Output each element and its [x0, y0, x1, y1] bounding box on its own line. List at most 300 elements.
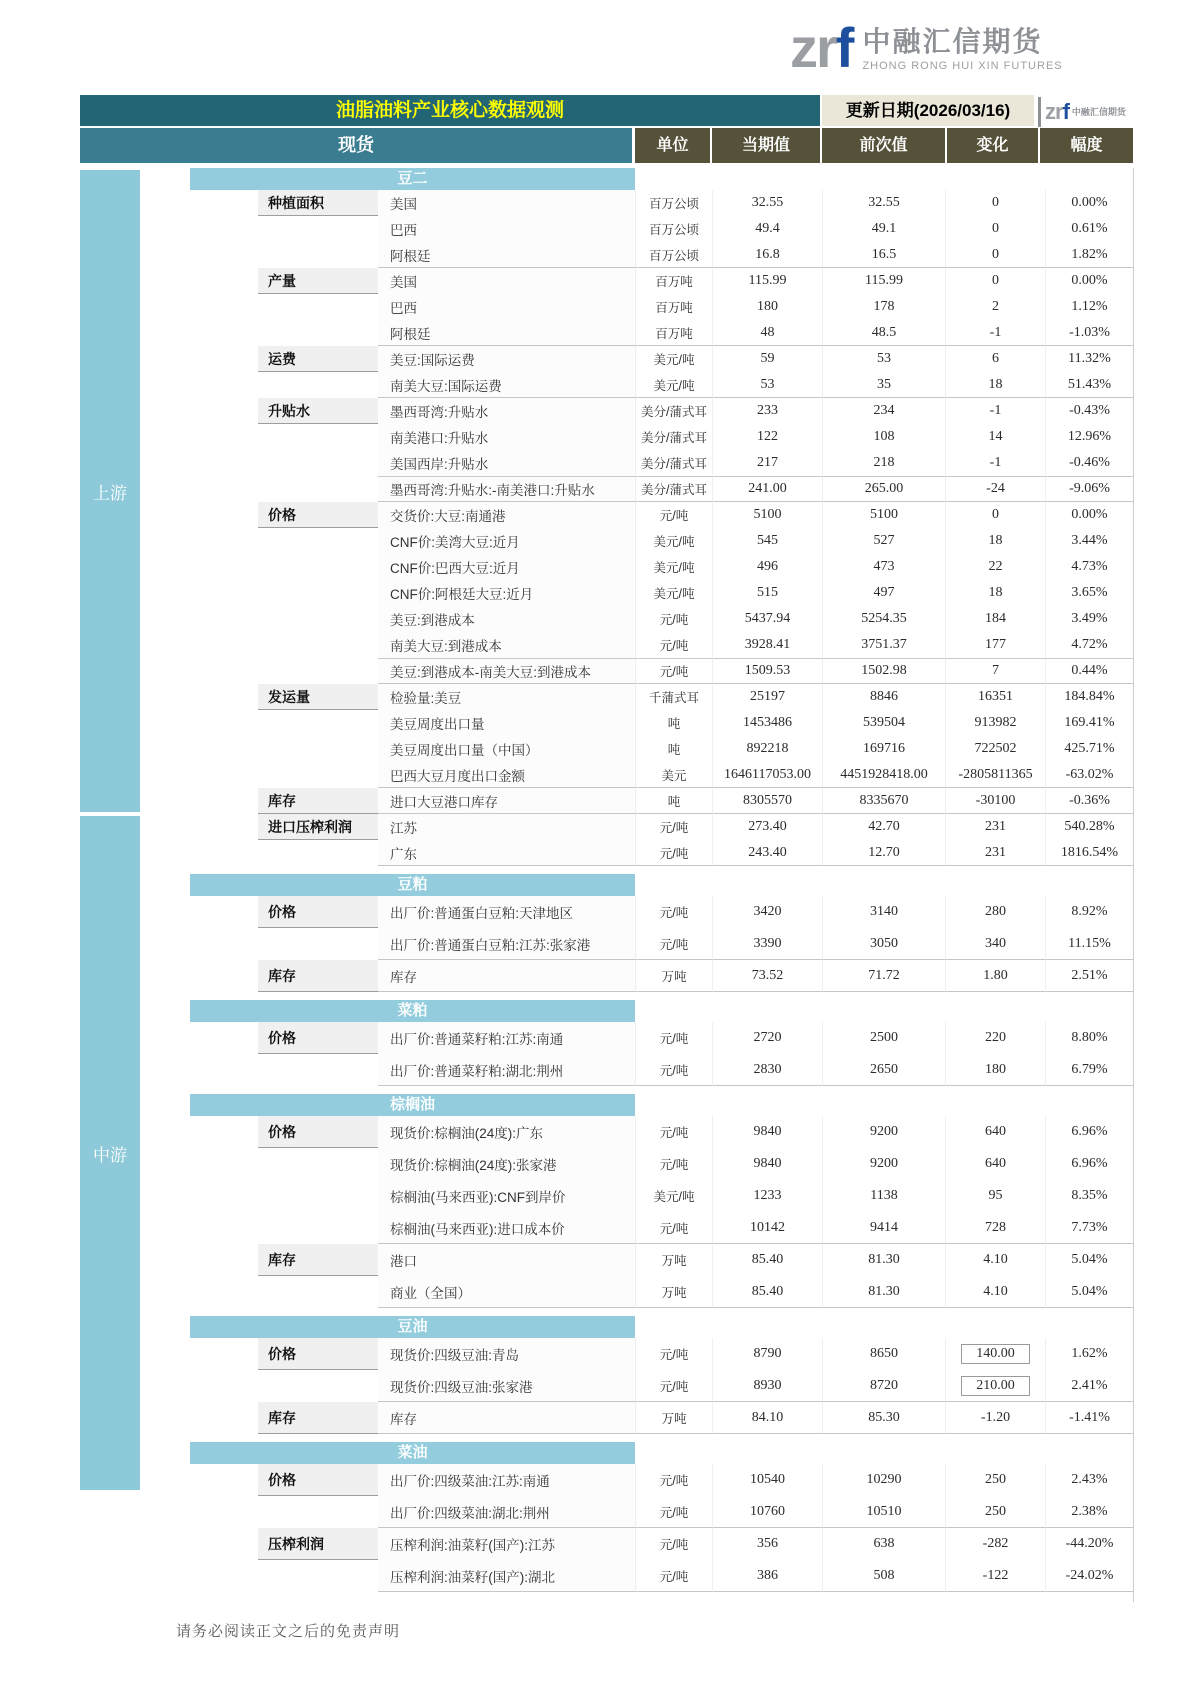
pct-change-cell: 6.96%: [1045, 1116, 1133, 1148]
table-row: [190, 450, 1133, 476]
item-label: 出厂价:普通菜籽粕:江苏:南通: [378, 1022, 635, 1054]
table-row: [190, 1180, 1133, 1212]
row-pad: [190, 1560, 258, 1592]
row-pad: [190, 450, 258, 476]
current-value-cell: 85.40: [712, 1276, 822, 1308]
change-value-cell: 250: [945, 1496, 1045, 1528]
table-row: [190, 476, 1133, 502]
row-pad: [190, 1116, 258, 1148]
table-row: [190, 1560, 1133, 1592]
change-value-cell: 640: [945, 1116, 1045, 1148]
pct-change-cell: 8.35%: [1045, 1180, 1133, 1212]
previous-value-cell: 1138: [822, 1180, 945, 1212]
divider: [1038, 97, 1041, 127]
item-label: 检验量:美豆: [378, 684, 635, 710]
unit-cell: 万吨: [635, 1402, 712, 1434]
row-pad: [190, 1212, 258, 1244]
row-pad: [190, 1402, 258, 1434]
pct-change-cell: 11.32%: [1045, 346, 1133, 372]
change-value-cell: 1.80: [945, 960, 1045, 992]
pct-change-cell: 12.96%: [1045, 424, 1133, 450]
unit-cell: 元/吨: [635, 1212, 712, 1244]
pct-change-cell: 4.73%: [1045, 554, 1133, 580]
update-date: 更新日期(2026/03/16): [822, 95, 1034, 126]
category-label: 运费: [258, 346, 378, 372]
item-label: 美豆:国际运费: [378, 346, 635, 372]
change-value-cell: 16351: [945, 684, 1045, 710]
change-value-cell: -282: [945, 1528, 1045, 1560]
previous-value-cell: 71.72: [822, 960, 945, 992]
table-row: [190, 1402, 1133, 1434]
previous-value-cell: 9414: [822, 1212, 945, 1244]
table-row: [190, 554, 1133, 580]
row-pad: [190, 1276, 258, 1308]
row-pad: [190, 346, 258, 372]
item-label: 南美大豆:到港成本: [378, 632, 635, 658]
table-row: [190, 736, 1133, 762]
unit-cell: 美元/吨: [635, 580, 712, 606]
zrf-logo-small-icon: zrf: [1045, 99, 1069, 124]
item-label: 库存: [378, 1402, 635, 1434]
row-pad: [190, 928, 258, 960]
column-header-unit: 单位: [635, 128, 710, 163]
pct-change-cell: 11.15%: [1045, 928, 1133, 960]
pct-change-cell: 2.51%: [1045, 960, 1133, 992]
item-label: 巴西大豆月度出口金额: [378, 762, 635, 788]
current-value-cell: 48: [712, 320, 822, 346]
previous-value-cell: 8720: [822, 1370, 945, 1402]
current-value-cell: 5437.94: [712, 606, 822, 632]
row-pad: [190, 580, 258, 606]
change-value-cell: -1: [945, 398, 1045, 424]
table-row: [190, 190, 1133, 216]
change-value-cell: -24: [945, 476, 1045, 502]
pct-change-cell: 1.12%: [1045, 294, 1133, 320]
category-label: [258, 424, 378, 450]
previous-value-cell: 3751.37: [822, 632, 945, 658]
row-pad: [190, 476, 258, 502]
category-label: [258, 1496, 378, 1528]
category-label: 价格: [258, 1338, 378, 1370]
previous-value-cell: 265.00: [822, 476, 945, 502]
previous-value-cell: 10510: [822, 1496, 945, 1528]
pct-change-cell: 425.71%: [1045, 736, 1133, 762]
pct-change-cell: 0.00%: [1045, 268, 1133, 294]
pct-change-cell: 7.73%: [1045, 1212, 1133, 1244]
unit-cell: 美分/蒲式耳: [635, 476, 712, 502]
row-pad: [190, 528, 258, 554]
current-value-cell: 10760: [712, 1496, 822, 1528]
current-value-cell: 16.8: [712, 242, 822, 268]
unit-cell: 美元/吨: [635, 1180, 712, 1212]
table-row: [190, 424, 1133, 450]
disclaimer: 请务必阅读正文之后的免责声明: [176, 1623, 401, 1640]
row-pad: [190, 1148, 258, 1180]
current-value-cell: 32.55: [712, 190, 822, 216]
item-label: 墨西哥湾:升贴水: [378, 398, 635, 424]
item-label: 现货价:四级豆油:青岛: [378, 1338, 635, 1370]
table-row: [190, 294, 1133, 320]
section-header: 菜粕: [190, 1000, 635, 1022]
brand-name-cn-small: 中融汇信期货: [1071, 107, 1126, 117]
unit-cell: 元/吨: [635, 632, 712, 658]
row-pad: [190, 398, 258, 424]
change-value-cell: 4.10: [945, 1244, 1045, 1276]
row-pad: [190, 294, 258, 320]
item-label: 巴西: [378, 216, 635, 242]
current-value-cell: 9840: [712, 1116, 822, 1148]
category-label: [258, 320, 378, 346]
previous-value-cell: 169716: [822, 736, 945, 762]
column-header-current: 当期值: [712, 128, 820, 163]
pct-change-cell: 3.65%: [1045, 580, 1133, 606]
table-row: [190, 320, 1133, 346]
table-row: [190, 502, 1133, 528]
table-row: [190, 684, 1133, 710]
brand-name-cn: 中融汇信期货: [862, 26, 1043, 57]
item-label: 出厂价:四级菜油:江苏:南通: [378, 1464, 635, 1496]
table-row: [190, 372, 1133, 398]
row-pad: [190, 1370, 258, 1402]
side-label-upstream: 上游: [80, 170, 140, 812]
previous-value-cell: 81.30: [822, 1244, 945, 1276]
item-label: 美豆:到港成本: [378, 606, 635, 632]
table-row: [190, 242, 1133, 268]
table-row: [190, 1022, 1133, 1054]
category-label: 价格: [258, 1464, 378, 1496]
row-pad: [190, 554, 258, 580]
current-value-cell: 53: [712, 372, 822, 398]
item-label: 库存: [378, 960, 635, 992]
change-value-cell: 140.00: [945, 1338, 1045, 1370]
item-label: 进口大豆港口库存: [378, 788, 635, 814]
category-label: 升贴水: [258, 398, 378, 424]
pct-change-cell: 3.44%: [1045, 528, 1133, 554]
unit-cell: 美分/蒲式耳: [635, 450, 712, 476]
unit-cell: 元/吨: [635, 1464, 712, 1496]
current-value-cell: 85.40: [712, 1244, 822, 1276]
change-value-cell: 177: [945, 632, 1045, 658]
change-value-cell: 18: [945, 580, 1045, 606]
unit-cell: 元/吨: [635, 1528, 712, 1560]
previous-value-cell: 49.1: [822, 216, 945, 242]
previous-value-cell: 9200: [822, 1116, 945, 1148]
item-label: 美豆周度出口量（中国）: [378, 736, 635, 762]
item-label: 江苏: [378, 814, 635, 840]
item-label: 美豆:到港成本-南美大豆:到港成本: [378, 658, 635, 684]
item-label: CNF价:阿根廷大豆:近月: [378, 580, 635, 606]
change-value-cell: 210.00: [945, 1370, 1045, 1402]
table-row: [190, 580, 1133, 606]
category-label: [258, 1560, 378, 1592]
change-value-cell: -1: [945, 320, 1045, 346]
unit-cell: 元/吨: [635, 928, 712, 960]
pct-change-cell: -1.03%: [1045, 320, 1133, 346]
table-row: [190, 1212, 1133, 1244]
unit-cell: 百万公顷: [635, 190, 712, 216]
pct-change-cell: 6.96%: [1045, 1148, 1133, 1180]
unit-cell: 百万公顷: [635, 216, 712, 242]
current-value-cell: 84.10: [712, 1402, 822, 1434]
current-value-cell: 8305570: [712, 788, 822, 814]
current-value-cell: 515: [712, 580, 822, 606]
section-header: 棕榈油: [190, 1094, 635, 1116]
current-value-cell: 49.4: [712, 216, 822, 242]
category-label: 种植面积: [258, 190, 378, 216]
change-value-cell: -30100: [945, 788, 1045, 814]
previous-value-cell: 497: [822, 580, 945, 606]
unit-cell: 元/吨: [635, 1560, 712, 1592]
current-value-cell: 545: [712, 528, 822, 554]
column-header-previous: 前次值: [822, 128, 945, 163]
category-label: [258, 554, 378, 580]
unit-cell: 元/吨: [635, 896, 712, 928]
row-pad: [190, 1022, 258, 1054]
category-label: [258, 580, 378, 606]
category-label: [258, 1370, 378, 1402]
pct-change-cell: 2.43%: [1045, 1464, 1133, 1496]
previous-value-cell: 115.99: [822, 268, 945, 294]
current-value-cell: 243.40: [712, 840, 822, 866]
unit-cell: 吨: [635, 736, 712, 762]
item-label: 压榨利润:油菜籽(国产):湖北: [378, 1560, 635, 1592]
table-row: [190, 1054, 1133, 1086]
current-value-cell: 2830: [712, 1054, 822, 1086]
change-value-cell: 231: [945, 814, 1045, 840]
current-value-cell: 1453486: [712, 710, 822, 736]
row-pad: [190, 216, 258, 242]
pct-change-cell: 0.00%: [1045, 190, 1133, 216]
previous-value-cell: 473: [822, 554, 945, 580]
item-label: 现货价:棕榈油(24度):张家港: [378, 1148, 635, 1180]
previous-value-cell: 108: [822, 424, 945, 450]
change-value-cell: 0: [945, 268, 1045, 294]
current-value-cell: 217: [712, 450, 822, 476]
pct-change-cell: 5.04%: [1045, 1244, 1133, 1276]
table-row: [190, 268, 1133, 294]
previous-value-cell: 3050: [822, 928, 945, 960]
unit-cell: 元/吨: [635, 1116, 712, 1148]
category-label: [258, 928, 378, 960]
section-header: 豆二: [190, 168, 635, 190]
row-pad: [190, 840, 258, 866]
change-value-cell: 7: [945, 658, 1045, 684]
change-value-cell: 95: [945, 1180, 1045, 1212]
previous-value-cell: 32.55: [822, 190, 945, 216]
unit-cell: 百万公顷: [635, 242, 712, 268]
item-label: 交货价:大豆:南通港: [378, 502, 635, 528]
unit-cell: 万吨: [635, 960, 712, 992]
table-row: [190, 710, 1133, 736]
table-row: [190, 762, 1133, 788]
current-value-cell: 8790: [712, 1338, 822, 1370]
item-label: 出厂价:普通蛋白豆粕:江苏:张家港: [378, 928, 635, 960]
table-row: [190, 1244, 1133, 1276]
previous-value-cell: 10290: [822, 1464, 945, 1496]
table-row: [190, 658, 1133, 684]
unit-cell: 元/吨: [635, 502, 712, 528]
unit-cell: 元/吨: [635, 606, 712, 632]
category-label: [258, 762, 378, 788]
previous-value-cell: 1502.98: [822, 658, 945, 684]
category-label: 库存: [258, 1402, 378, 1434]
change-value-cell: 14: [945, 424, 1045, 450]
category-label: [258, 1148, 378, 1180]
pct-change-cell: -63.02%: [1045, 762, 1133, 788]
item-label: 南美港口:升贴水: [378, 424, 635, 450]
table-row: [190, 1528, 1133, 1560]
item-label: 现货价:四级豆油:张家港: [378, 1370, 635, 1402]
change-value-cell: -122: [945, 1560, 1045, 1592]
pct-change-cell: -44.20%: [1045, 1528, 1133, 1560]
item-label: 墨西哥湾:升贴水:-南美港口:升贴水: [378, 476, 635, 502]
pct-change-cell: 6.79%: [1045, 1054, 1133, 1086]
change-value-cell: 231: [945, 840, 1045, 866]
category-label: [258, 710, 378, 736]
unit-cell: 美元/吨: [635, 346, 712, 372]
item-label: CNF价:巴西大豆:近月: [378, 554, 635, 580]
table-row: [190, 814, 1133, 840]
change-value-cell: 4.10: [945, 1276, 1045, 1308]
pct-change-cell: 540.28%: [1045, 814, 1133, 840]
change-value-cell: 280: [945, 896, 1045, 928]
current-value-cell: 115.99: [712, 268, 822, 294]
current-value-cell: 496: [712, 554, 822, 580]
change-value-cell: 6: [945, 346, 1045, 372]
current-value-cell: 1509.53: [712, 658, 822, 684]
current-value-cell: 892218: [712, 736, 822, 762]
change-value-cell: 184: [945, 606, 1045, 632]
unit-cell: 吨: [635, 788, 712, 814]
previous-value-cell: 9200: [822, 1148, 945, 1180]
previous-value-cell: 5100: [822, 502, 945, 528]
previous-value-cell: 539504: [822, 710, 945, 736]
unit-cell: 美元/吨: [635, 554, 712, 580]
change-value-cell: 18: [945, 372, 1045, 398]
row-pad: [190, 1464, 258, 1496]
current-value-cell: 25197: [712, 684, 822, 710]
table-row: [190, 1276, 1133, 1308]
table-row: [190, 528, 1133, 554]
unit-cell: 元/吨: [635, 1338, 712, 1370]
pct-change-cell: -1.41%: [1045, 1402, 1133, 1434]
current-value-cell: 8930: [712, 1370, 822, 1402]
unit-cell: 美元/吨: [635, 528, 712, 554]
current-value-cell: 59: [712, 346, 822, 372]
pct-change-cell: 1.82%: [1045, 242, 1133, 268]
item-label: 广东: [378, 840, 635, 866]
current-value-cell: 1233: [712, 1180, 822, 1212]
unit-cell: 百万吨: [635, 268, 712, 294]
item-label: 南美大豆:国际运费: [378, 372, 635, 398]
item-label: 阿根廷: [378, 320, 635, 346]
brand-logo-small: [1038, 95, 1134, 129]
row-pad: [190, 960, 258, 992]
unit-cell: 元/吨: [635, 1370, 712, 1402]
category-label: 价格: [258, 502, 378, 528]
spot-header: 现货: [80, 128, 632, 163]
change-value-cell: 913982: [945, 710, 1045, 736]
row-pad: [190, 788, 258, 814]
category-label: [258, 606, 378, 632]
category-label: [258, 216, 378, 242]
current-value-cell: 3928.41: [712, 632, 822, 658]
category-label: [258, 372, 378, 398]
pct-change-cell: 5.04%: [1045, 1276, 1133, 1308]
row-pad: [190, 1338, 258, 1370]
unit-cell: 万吨: [635, 1276, 712, 1308]
change-value-cell: 220: [945, 1022, 1045, 1054]
change-value-cell: 0: [945, 502, 1045, 528]
current-value-cell: 233: [712, 398, 822, 424]
previous-value-cell: 2500: [822, 1022, 945, 1054]
change-value-cell: 340: [945, 928, 1045, 960]
item-label: 巴西: [378, 294, 635, 320]
table-row: [190, 216, 1133, 242]
table-row: [190, 896, 1133, 928]
change-value-cell: 722502: [945, 736, 1045, 762]
pct-change-cell: 0.61%: [1045, 216, 1133, 242]
row-pad: [190, 268, 258, 294]
current-value-cell: 3420: [712, 896, 822, 928]
item-label: 美豆周度出口量: [378, 710, 635, 736]
row-pad: [190, 658, 258, 684]
row-pad: [190, 814, 258, 840]
row-pad: [190, 896, 258, 928]
current-value-cell: 1646117053.00: [712, 762, 822, 788]
previous-value-cell: 53: [822, 346, 945, 372]
change-value-cell: 0: [945, 190, 1045, 216]
pct-change-cell: 8.80%: [1045, 1022, 1133, 1054]
change-value-cell: 728: [945, 1212, 1045, 1244]
row-pad: [190, 762, 258, 788]
current-value-cell: 73.52: [712, 960, 822, 992]
category-label: [258, 242, 378, 268]
table-row: [190, 840, 1133, 866]
data-table: [190, 168, 1133, 1592]
previous-value-cell: 8650: [822, 1338, 945, 1370]
table-row: [190, 398, 1133, 424]
category-label: [258, 476, 378, 502]
change-value-cell: 22: [945, 554, 1045, 580]
pct-change-cell: 0.00%: [1045, 502, 1133, 528]
pct-change-cell: -0.36%: [1045, 788, 1133, 814]
category-label: [258, 450, 378, 476]
pct-change-cell: 4.72%: [1045, 632, 1133, 658]
category-label: 产量: [258, 268, 378, 294]
unit-cell: 美元: [635, 762, 712, 788]
category-label: [258, 658, 378, 684]
previous-value-cell: 8846: [822, 684, 945, 710]
row-pad: [190, 684, 258, 710]
unit-cell: 美分/蒲式耳: [635, 398, 712, 424]
pct-change-cell: 1816.54%: [1045, 840, 1133, 866]
category-label: [258, 294, 378, 320]
current-value-cell: 273.40: [712, 814, 822, 840]
table-row: [190, 1370, 1133, 1402]
previous-value-cell: 508: [822, 1560, 945, 1592]
pct-change-cell: -9.06%: [1045, 476, 1133, 502]
current-value-cell: 9840: [712, 1148, 822, 1180]
item-label: 棕榈油(马来西亚):CNF到岸价: [378, 1180, 635, 1212]
item-label: 出厂价:普通蛋白豆粕:天津地区: [378, 896, 635, 928]
table-row: [190, 1116, 1133, 1148]
row-pad: [190, 632, 258, 658]
row-pad: [190, 1054, 258, 1086]
table-row: [190, 346, 1133, 372]
unit-cell: 百万吨: [635, 294, 712, 320]
change-value-cell: 0: [945, 242, 1045, 268]
